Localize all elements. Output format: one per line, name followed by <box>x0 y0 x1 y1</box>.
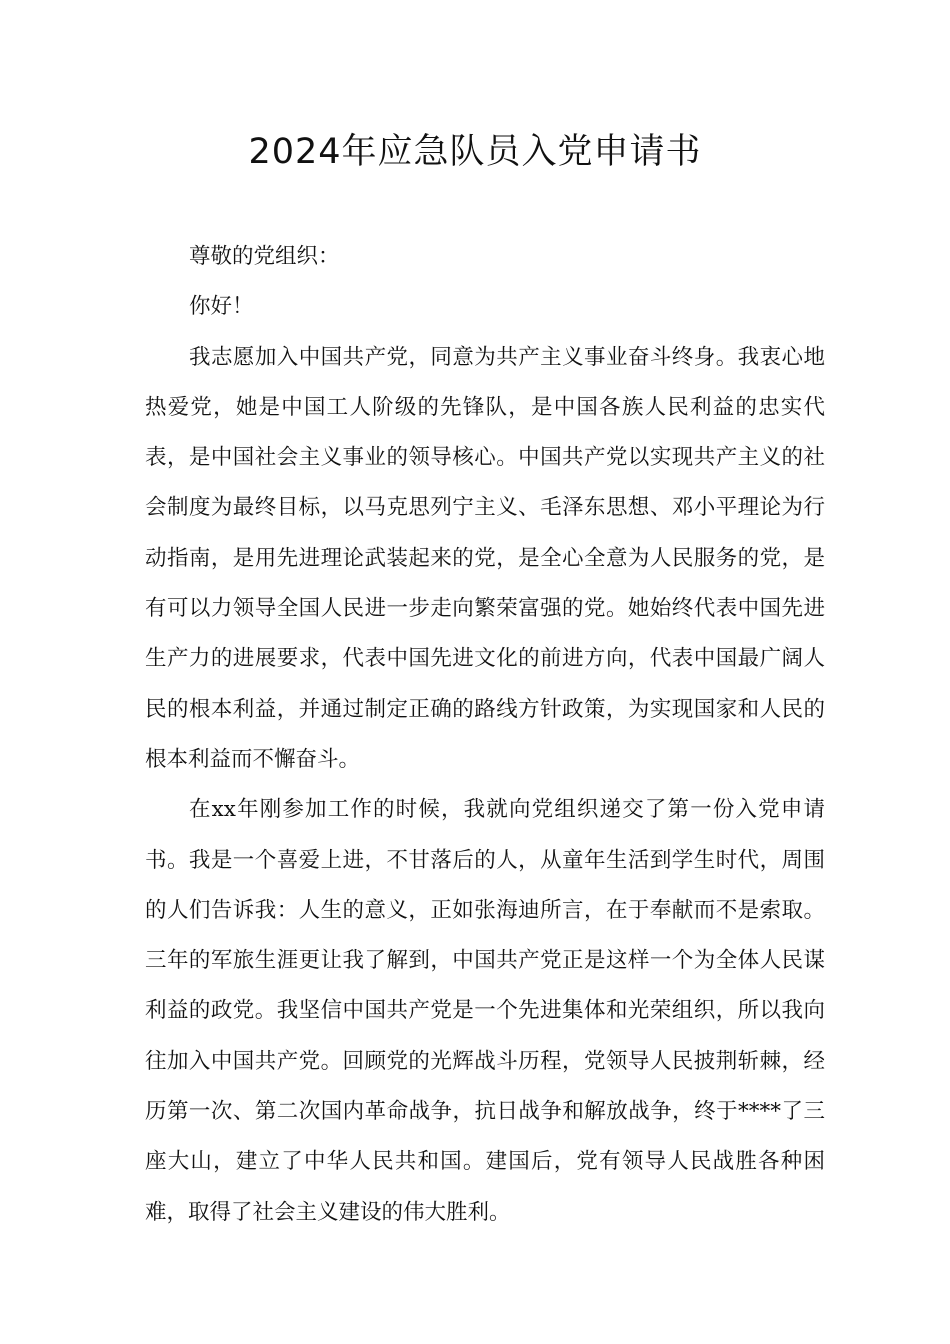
paragraph-2: 在xx年刚参加工作的时候，我就向党组织递交了第一份入党申请书。我是一个喜爱上进，不甘落后的人，从童年生活到学生时代，周围的人们告诉我：人生的意义，正如张海迪所言，在于奉献而不是索取。三年的军旅生涯更让我了解到，中国共产党正是这样一个为全体人民谋利益的政党。我坚信中国共产党是一个先进集体和光荣组织，所以我向往加入中国共产党。回顾党的光辉战斗历程，党领导人民披荆斩棘，经历第一次、第二次国内革命战争，抗日战争和解放战争，终于****了三座大山，建立了中华人民共和国。建国后，党有领导人民战胜各种困难，取得了社会主义建设的伟大胜利。 <box>145 797 825 1225</box>
greeting: 你好！ <box>189 294 254 320</box>
document-title: 2024年应急队员入党申请书 <box>248 132 702 172</box>
salutation: 尊敬的党组织： <box>189 244 340 269</box>
document-body <box>145 232 825 1238</box>
paragraph-1: 我志愿加入中国共产党，同意为共产主义事业奋斗终身。我衷心地热爱党，她是中国工人阶级的先锋队，是中国各族人民利益的忠实代表，是中国社会主义事业的领导核心。中国共产党以实现共产主义的社会制度为最终目标，以马克思列宁主义、毛泽东思想、邓小平理论为行动指南，是用先进理论武装起来的党，是全心全意为人民服务的党，是有可以力领导全国人民进一步走向繁荣富强的党。她始终代表中国先进生产力的进展要求，代表中国先进文化的前进方向，代表中国最广阔人民的根本利益，并通过制定正确的路线方针政策，为实现国家和人民的根本利益而不懈奋斗。 <box>145 344 825 772</box>
